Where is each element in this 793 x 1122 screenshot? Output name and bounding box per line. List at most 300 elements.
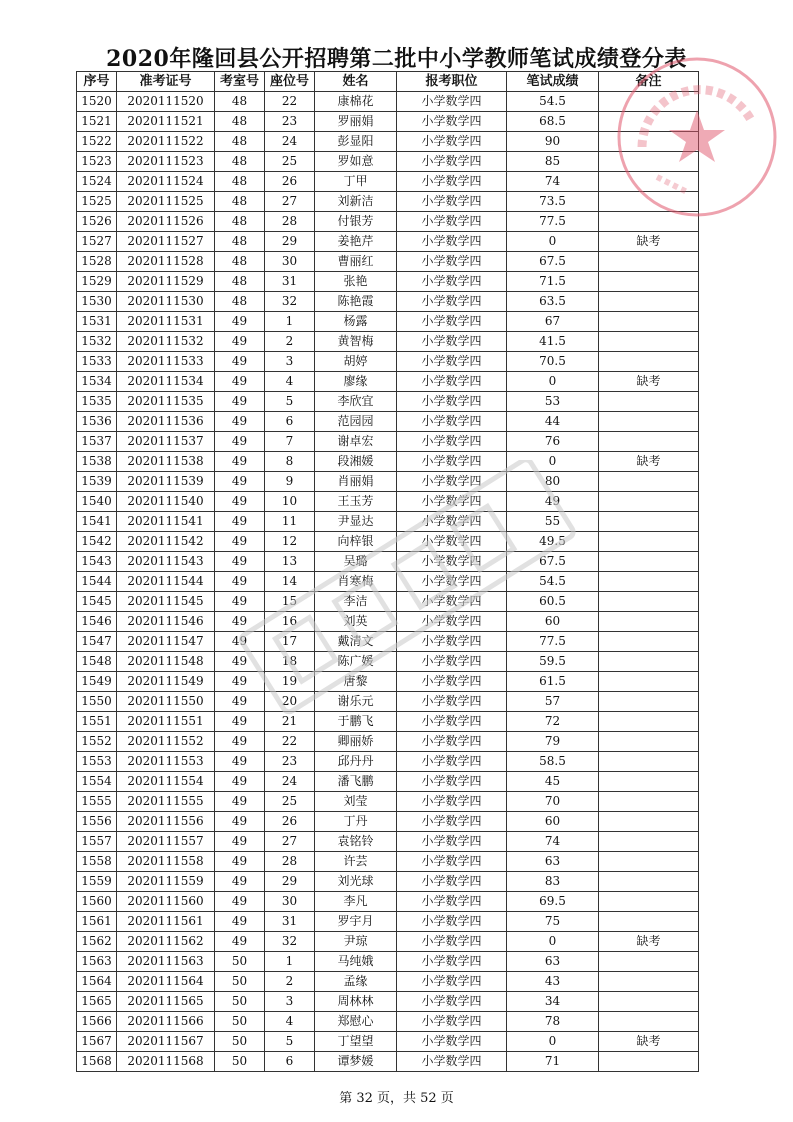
cell-note [599,532,699,552]
cell-note [599,492,699,512]
cell-ticket: 2020111521 [117,112,215,132]
table-row [77,452,699,472]
cell-seat: 28 [265,212,315,232]
cell-ticket: 2020111532 [117,332,215,352]
cell-note [599,672,699,692]
cell-name: 孟缘 [315,972,397,992]
cell-score: 67 [507,312,599,332]
cell-seq: 1529 [77,272,117,292]
cell-seat: 23 [265,752,315,772]
cell-seat: 3 [265,352,315,372]
cell-name: 潘飞鹏 [315,772,397,792]
cell-ticket: 2020111536 [117,412,215,432]
cell-note: 缺考 [599,232,699,252]
cell-ticket: 2020111525 [117,192,215,212]
cell-seq: 1537 [77,432,117,452]
cell-name: 廖缘 [315,372,397,392]
cell-position: 小学数学四 [397,712,507,732]
cell-position: 小学数学四 [397,1012,507,1032]
cell-note: 缺考 [599,1032,699,1052]
cell-name: 许芸 [315,852,397,872]
cell-position: 小学数学四 [397,752,507,772]
table-row [77,652,699,672]
cell-note [599,592,699,612]
cell-seat: 30 [265,892,315,912]
cell-note [599,792,699,812]
cell-position: 小学数学四 [397,552,507,572]
cell-score: 63.5 [507,292,599,312]
cell-room: 48 [215,232,265,252]
cell-seat: 24 [265,772,315,792]
cell-score: 67.5 [507,252,599,272]
cell-ticket: 2020111563 [117,952,215,972]
table-row [77,332,699,352]
cell-name: 范园园 [315,412,397,432]
cell-name: 陈艳霞 [315,292,397,312]
cell-seat: 22 [265,732,315,752]
cell-note [599,152,699,172]
cell-ticket: 2020111540 [117,492,215,512]
cell-score: 76 [507,432,599,452]
cell-seq: 1524 [77,172,117,192]
cell-seq: 1532 [77,332,117,352]
cell-score: 63 [507,952,599,972]
cell-name: 向梓银 [315,532,397,552]
cell-position: 小学数学四 [397,392,507,412]
table-row [77,132,699,152]
cell-note [599,432,699,452]
cell-note [599,472,699,492]
header-position: 报考职位 [397,72,507,92]
table-row [77,472,699,492]
cell-position: 小学数学四 [397,452,507,472]
cell-note [599,212,699,232]
cell-seat: 27 [265,192,315,212]
cell-room: 49 [215,572,265,592]
cell-note [599,692,699,712]
cell-seat: 11 [265,512,315,532]
cell-position: 小学数学四 [397,92,507,112]
cell-room: 49 [215,812,265,832]
cell-seq: 1544 [77,572,117,592]
cell-note [599,812,699,832]
cell-seq: 1536 [77,412,117,432]
cell-ticket: 2020111559 [117,872,215,892]
cell-room: 49 [215,932,265,952]
cell-seat: 18 [265,652,315,672]
cell-seat: 13 [265,552,315,572]
cell-ticket: 2020111542 [117,532,215,552]
cell-seq: 1541 [77,512,117,532]
cell-room: 49 [215,832,265,852]
table-row [77,1052,699,1072]
cell-score: 0 [507,372,599,392]
cell-seat: 23 [265,112,315,132]
cell-name: 邱丹丹 [315,752,397,772]
cell-room: 49 [215,872,265,892]
cell-score: 85 [507,152,599,172]
cell-room: 49 [215,772,265,792]
table-row [77,692,699,712]
table-row [77,932,699,952]
cell-name: 段湘媛 [315,452,397,472]
header-ticket: 准考证号 [117,72,215,92]
table-row [77,172,699,192]
cell-position: 小学数学四 [397,252,507,272]
cell-seq: 1546 [77,612,117,632]
cell-note [599,972,699,992]
cell-room: 49 [215,712,265,732]
cell-ticket: 2020111562 [117,932,215,952]
cell-note [599,632,699,652]
cell-note [599,412,699,432]
cell-ticket: 2020111548 [117,652,215,672]
cell-room: 49 [215,312,265,332]
table-row [77,252,699,272]
cell-name: 李凡 [315,892,397,912]
cell-note [599,992,699,1012]
cell-seat: 27 [265,832,315,852]
cell-note [599,652,699,672]
cell-room: 49 [215,892,265,912]
cell-room: 49 [215,592,265,612]
cell-ticket: 2020111547 [117,632,215,652]
cell-score: 80 [507,472,599,492]
cell-name: 康棉花 [315,92,397,112]
cell-name: 刘莹 [315,792,397,812]
table-row [77,592,699,612]
cell-room: 50 [215,1012,265,1032]
table-body [77,92,699,1072]
cell-ticket: 2020111561 [117,912,215,932]
cell-seq: 1543 [77,552,117,572]
cell-room: 48 [215,92,265,112]
table-row [77,312,699,332]
cell-seq: 1553 [77,752,117,772]
cell-seat: 1 [265,952,315,972]
table-row [77,232,699,252]
cell-seq: 1565 [77,992,117,1012]
cell-position: 小学数学四 [397,872,507,892]
cell-name: 袁铭铃 [315,832,397,852]
cell-seat: 2 [265,972,315,992]
table-row [77,212,699,232]
cell-position: 小学数学四 [397,292,507,312]
cell-name: 彭显阳 [315,132,397,152]
cell-seat: 6 [265,1052,315,1072]
header-name: 姓名 [315,72,397,92]
cell-name: 尹显达 [315,512,397,532]
cell-name: 谢乐元 [315,692,397,712]
cell-note [599,392,699,412]
cell-score: 53 [507,392,599,412]
cell-name: 肖丽娟 [315,472,397,492]
cell-position: 小学数学四 [397,672,507,692]
cell-room: 50 [215,992,265,1012]
cell-score: 83 [507,872,599,892]
cell-name: 李洁 [315,592,397,612]
cell-position: 小学数学四 [397,152,507,172]
cell-seq: 1563 [77,952,117,972]
cell-ticket: 2020111529 [117,272,215,292]
cell-room: 49 [215,652,265,672]
cell-position: 小学数学四 [397,532,507,552]
cell-note [599,312,699,332]
cell-score: 74 [507,832,599,852]
cell-seq: 1564 [77,972,117,992]
cell-note: 缺考 [599,452,699,472]
cell-seq: 1542 [77,532,117,552]
cell-name: 谭梦媛 [315,1052,397,1072]
cell-room: 49 [215,792,265,812]
cell-seq: 1556 [77,812,117,832]
cell-score: 57 [507,692,599,712]
cell-position: 小学数学四 [397,592,507,612]
cell-seq: 1559 [77,872,117,892]
cell-position: 小学数学四 [397,212,507,232]
cell-seq: 1567 [77,1032,117,1052]
header-room: 考室号 [215,72,265,92]
cell-note [599,92,699,112]
cell-name: 吴璐 [315,552,397,572]
cell-seq: 1531 [77,312,117,332]
cell-seat: 5 [265,1032,315,1052]
cell-seq: 1561 [77,912,117,932]
cell-ticket: 2020111528 [117,252,215,272]
cell-ticket: 2020111520 [117,92,215,112]
header-seq: 序号 [77,72,117,92]
cell-ticket: 2020111556 [117,812,215,832]
cell-ticket: 2020111550 [117,692,215,712]
table-row [77,612,699,632]
cell-score: 54.5 [507,572,599,592]
cell-seat: 29 [265,232,315,252]
cell-position: 小学数学四 [397,632,507,652]
cell-score: 71.5 [507,272,599,292]
table-row [77,352,699,372]
cell-room: 49 [215,472,265,492]
cell-name: 马纯娥 [315,952,397,972]
cell-name: 唐黎 [315,672,397,692]
cell-position: 小学数学四 [397,312,507,332]
cell-room: 50 [215,1032,265,1052]
cell-name: 戴清文 [315,632,397,652]
cell-score: 43 [507,972,599,992]
table-row [77,912,699,932]
cell-position: 小学数学四 [397,992,507,1012]
cell-room: 48 [215,212,265,232]
cell-seat: 7 [265,432,315,452]
cell-note [599,512,699,532]
table-row [77,1012,699,1032]
cell-seat: 15 [265,592,315,612]
cell-room: 50 [215,1052,265,1072]
cell-seq: 1540 [77,492,117,512]
cell-note [599,712,699,732]
cell-position: 小学数学四 [397,852,507,872]
cell-note [599,872,699,892]
cell-room: 49 [215,392,265,412]
cell-note [599,612,699,632]
cell-position: 小学数学四 [397,652,507,672]
cell-position: 小学数学四 [397,132,507,152]
cell-name: 刘英 [315,612,397,632]
cell-note [599,132,699,152]
cell-score: 79 [507,732,599,752]
cell-name: 李欣宜 [315,392,397,412]
cell-ticket: 2020111537 [117,432,215,452]
cell-name: 丁丹 [315,812,397,832]
table-row [77,572,699,592]
cell-score: 55 [507,512,599,532]
cell-name: 罗如意 [315,152,397,172]
cell-position: 小学数学四 [397,772,507,792]
cell-room: 49 [215,352,265,372]
cell-seq: 1522 [77,132,117,152]
cell-seq: 1562 [77,932,117,952]
table-row [77,952,699,972]
table-row [77,152,699,172]
cell-seat: 2 [265,332,315,352]
cell-name: 周林林 [315,992,397,1012]
cell-room: 49 [215,912,265,932]
cell-position: 小学数学四 [397,272,507,292]
cell-name: 卿丽娇 [315,732,397,752]
cell-ticket: 2020111565 [117,992,215,1012]
cell-score: 41.5 [507,332,599,352]
table-row [77,112,699,132]
cell-ticket: 2020111551 [117,712,215,732]
cell-position: 小学数学四 [397,912,507,932]
cell-score: 0 [507,232,599,252]
cell-seat: 6 [265,412,315,432]
cell-room: 48 [215,272,265,292]
cell-ticket: 2020111552 [117,732,215,752]
table-row [77,992,699,1012]
cell-position: 小学数学四 [397,232,507,252]
cell-room: 49 [215,412,265,432]
cell-seq: 1535 [77,392,117,412]
cell-score: 60 [507,612,599,632]
cell-seat: 25 [265,152,315,172]
cell-score: 0 [507,932,599,952]
page-footer: 第 32 页，共 52 页 [339,1091,454,1106]
cell-name: 曹丽红 [315,252,397,272]
cell-ticket: 2020111539 [117,472,215,492]
cell-ticket: 2020111549 [117,672,215,692]
cell-note: 缺考 [599,372,699,392]
cell-seat: 31 [265,272,315,292]
cell-position: 小学数学四 [397,612,507,632]
score-table [76,71,699,1072]
cell-room: 49 [215,752,265,772]
cell-room: 49 [215,432,265,452]
cell-room: 49 [215,672,265,692]
cell-seq: 1533 [77,352,117,372]
cell-seq: 1530 [77,292,117,312]
cell-note [599,292,699,312]
cell-score: 69.5 [507,892,599,912]
cell-position: 小学数学四 [397,172,507,192]
header-seat: 座位号 [265,72,315,92]
cell-seq: 1539 [77,472,117,492]
cell-name: 罗丽娟 [315,112,397,132]
cell-seq: 1526 [77,212,117,232]
cell-room: 48 [215,172,265,192]
cell-seat: 1 [265,312,315,332]
cell-room: 49 [215,492,265,512]
cell-ticket: 2020111527 [117,232,215,252]
cell-ticket: 2020111567 [117,1032,215,1052]
cell-score: 78 [507,1012,599,1032]
cell-seq: 1551 [77,712,117,732]
cell-seq: 1560 [77,892,117,912]
cell-position: 小学数学四 [397,512,507,532]
cell-note [599,192,699,212]
table-row [77,712,699,732]
table-row [77,512,699,532]
cell-score: 71 [507,1052,599,1072]
cell-position: 小学数学四 [397,952,507,972]
cell-room: 49 [215,452,265,472]
cell-seat: 19 [265,672,315,692]
table-row [77,412,699,432]
cell-ticket: 2020111553 [117,752,215,772]
cell-position: 小学数学四 [397,792,507,812]
cell-note [599,772,699,792]
cell-score: 73.5 [507,192,599,212]
table-row [77,532,699,552]
header-row [77,72,699,92]
cell-seat: 17 [265,632,315,652]
table-row [77,1032,699,1052]
table-row [77,832,699,852]
cell-room: 49 [215,552,265,572]
cell-room: 49 [215,852,265,872]
cell-seat: 4 [265,372,315,392]
cell-position: 小学数学四 [397,412,507,432]
cell-ticket: 2020111524 [117,172,215,192]
cell-note [599,172,699,192]
cell-position: 小学数学四 [397,892,507,912]
table-row [77,272,699,292]
header-score: 笔试成绩 [507,72,599,92]
cell-seat: 31 [265,912,315,932]
cell-score: 67.5 [507,552,599,572]
cell-score: 72 [507,712,599,732]
cell-position: 小学数学四 [397,1052,507,1072]
cell-room: 49 [215,512,265,532]
cell-ticket: 2020111523 [117,152,215,172]
table-row [77,672,699,692]
table-row [77,772,699,792]
cell-seq: 1549 [77,672,117,692]
table-row [77,872,699,892]
cell-position: 小学数学四 [397,472,507,492]
cell-position: 小学数学四 [397,1032,507,1052]
cell-seq: 1528 [77,252,117,272]
cell-seq: 1550 [77,692,117,712]
cell-position: 小学数学四 [397,112,507,132]
cell-ticket: 2020111535 [117,392,215,412]
cell-position: 小学数学四 [397,332,507,352]
cell-ticket: 2020111538 [117,452,215,472]
cell-room: 48 [215,192,265,212]
cell-ticket: 2020111526 [117,212,215,232]
cell-note [599,892,699,912]
cell-position: 小学数学四 [397,732,507,752]
cell-room: 49 [215,532,265,552]
